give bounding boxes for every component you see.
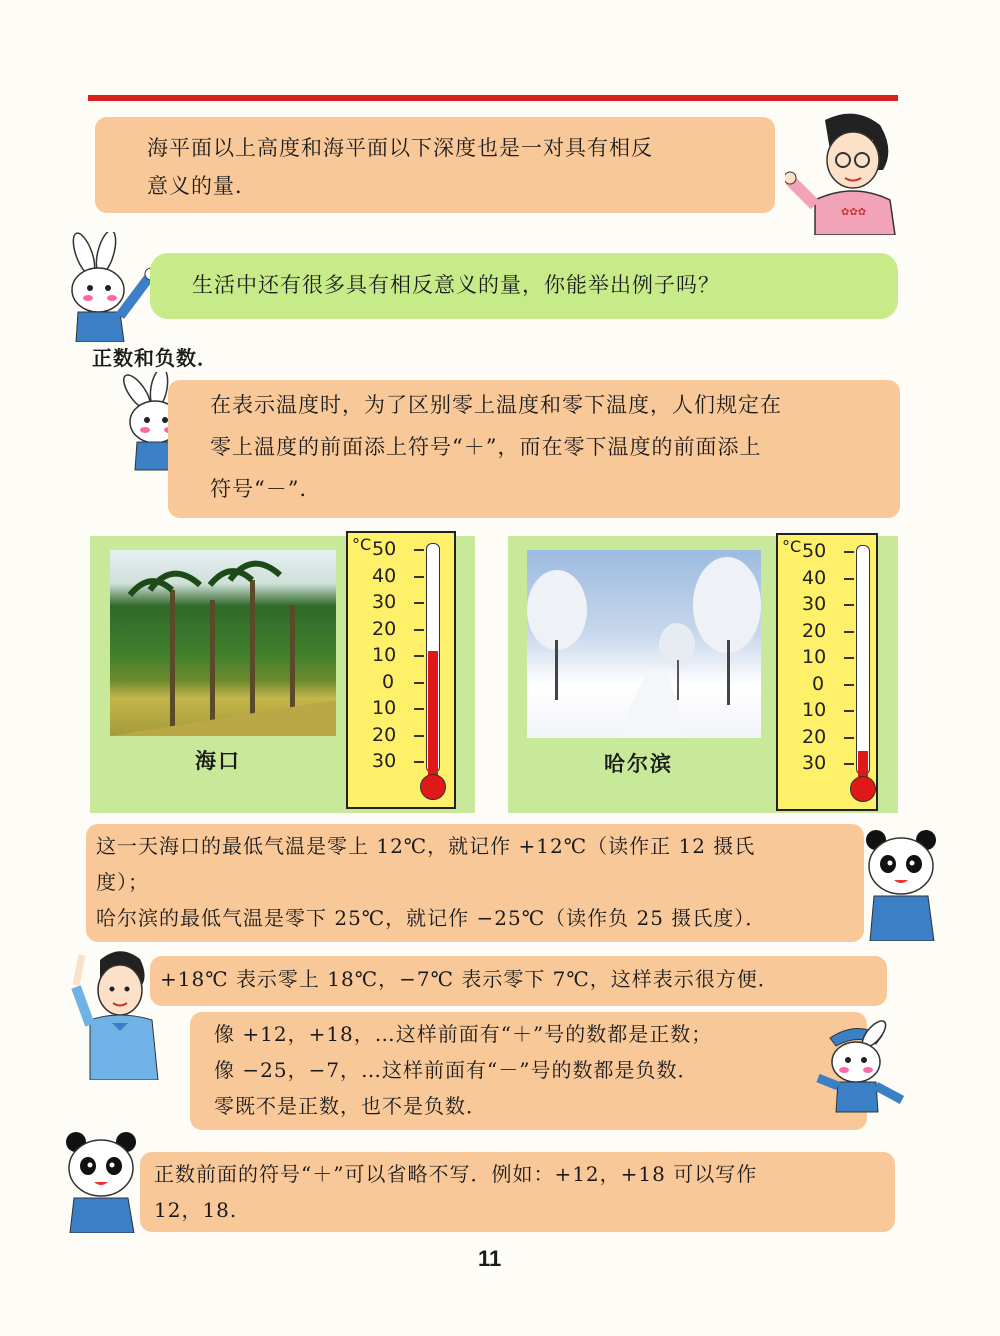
thermometer-tick-label: 20 bbox=[372, 723, 397, 746]
thermometer-tick-label: 50 bbox=[802, 540, 827, 562]
thermometer-tick-mark bbox=[414, 655, 424, 657]
harbin-snow-photo bbox=[527, 550, 761, 738]
thermometer-mercury bbox=[428, 651, 438, 782]
thermometer-tick-label: 10 bbox=[802, 646, 827, 668]
thermometer-tube bbox=[856, 545, 870, 775]
thermometer-tick-label: 10 bbox=[802, 699, 827, 721]
thermometer-tick-mark bbox=[844, 551, 854, 553]
thermometer-tick-label: 10 bbox=[372, 644, 397, 666]
thermometer-bulb bbox=[420, 774, 446, 800]
text-line: 哈尔滨的最低气温是零下 25℃，就记作 −25℃（读作负 25 摄氏度）． bbox=[96, 906, 767, 930]
thermometer-tick-label: 40 bbox=[372, 564, 397, 587]
text-line: 正数前面的符号“＋”可以省略不写．例如：+12，+18 可以写作 bbox=[154, 1162, 758, 1186]
thermometer-tick-label: 0 bbox=[812, 672, 825, 695]
celsius-unit-label: °C bbox=[352, 535, 372, 554]
girl-character-illustration bbox=[785, 110, 905, 235]
thermometer-tick-mark bbox=[414, 602, 424, 604]
thermometer-tick-label: 30 bbox=[372, 591, 397, 613]
thermometer-tick-label: 20 bbox=[802, 619, 827, 642]
svg-text:✿✿✿: ✿✿✿ bbox=[841, 207, 867, 218]
thermometer-tick-mark bbox=[414, 549, 424, 551]
positive-negative-definition-box bbox=[190, 1012, 867, 1130]
thermometer-tick-label: 0 bbox=[382, 670, 395, 693]
question-box bbox=[150, 253, 898, 319]
text-line: 海平面以上高度和海平面以下深度也是一对具有相反 bbox=[147, 136, 653, 160]
thermometer-tick-label: 30 bbox=[802, 752, 827, 774]
thermometer-tick-label: 30 bbox=[372, 750, 397, 772]
thermometer-tick-mark bbox=[414, 735, 424, 737]
text-line: 像 +12，+18，…这样前面有“＋”号的数都是正数； bbox=[214, 1022, 713, 1046]
section-heading: 正数和负数． bbox=[92, 346, 218, 370]
temperature-sign-rule-box bbox=[168, 380, 900, 518]
temperature-example-box bbox=[86, 824, 864, 942]
text-line: 在表示温度时，为了区别零上温度和零下温度，人们规定在 bbox=[210, 393, 782, 417]
page-number: 11 bbox=[478, 1246, 502, 1271]
question-text: 生活中还有很多具有相反意义的量，你能举出例子吗？ bbox=[192, 273, 720, 297]
text-line: 度）； bbox=[96, 870, 149, 894]
notation-convenience-box bbox=[150, 956, 887, 1006]
panda-character-illustration bbox=[58, 1128, 153, 1233]
thermometer-tick-mark bbox=[844, 604, 854, 606]
thermometer-tick-label: 40 bbox=[802, 566, 827, 589]
haikou-caption: 海口 bbox=[195, 748, 241, 773]
harbin-thermometer bbox=[776, 533, 878, 811]
thermometer-tick-mark bbox=[414, 629, 424, 631]
text-line: 12，18. bbox=[154, 1198, 238, 1222]
thermometer-tick-mark bbox=[844, 578, 854, 580]
thermometer-tick-label: 20 bbox=[802, 725, 827, 748]
celsius-unit-label: °C bbox=[782, 537, 802, 556]
text-line: +18℃ 表示零上 18℃，−7℃ 表示零下 7℃，这样表示很方便． bbox=[160, 967, 779, 991]
text-line: 像 −25，−7，…这样前面有“－”号的数都是负数． bbox=[214, 1058, 699, 1082]
thermometer-tick-label: 50 bbox=[372, 538, 397, 560]
omit-plus-sign-box bbox=[140, 1152, 895, 1232]
thermometer-tick-mark bbox=[414, 761, 424, 763]
thermometer-tick-mark bbox=[844, 657, 854, 659]
statement-box-altitude bbox=[95, 117, 775, 213]
text-line: 符号“－”． bbox=[210, 477, 322, 501]
thermometer-tick-mark bbox=[844, 710, 854, 712]
rabbit-character-illustration bbox=[812, 1020, 912, 1115]
thermometer-tick-mark bbox=[844, 684, 854, 686]
haikou-thermometer bbox=[346, 531, 456, 809]
text-line: 意义的量． bbox=[147, 174, 257, 198]
rabbit-character-illustration bbox=[58, 232, 158, 342]
harbin-caption: 哈尔滨 bbox=[604, 751, 673, 776]
panda-character-illustration bbox=[860, 826, 950, 941]
text-line: 零既不是正数，也不是负数． bbox=[214, 1094, 487, 1118]
haikou-palm-tree-photo bbox=[110, 550, 336, 736]
text-line: 零上温度的前面添上符号“＋”，而在零下温度的前面添上 bbox=[210, 435, 762, 459]
thermometer-tick-mark bbox=[844, 631, 854, 633]
text-line: 这一天海口的最低气温是零上 12℃，就记作 +12℃（读作正 12 摄氏 bbox=[96, 834, 756, 858]
thermometer-tick-mark bbox=[414, 682, 424, 684]
thermometer-tick-label: 20 bbox=[372, 617, 397, 640]
top-red-rule bbox=[88, 95, 898, 101]
thermometer-tick-mark bbox=[414, 576, 424, 578]
thermometer-tick-mark bbox=[414, 708, 424, 710]
thermometer-tick-mark bbox=[844, 763, 854, 765]
thermometer-tick-label: 10 bbox=[372, 697, 397, 719]
thermometer-tick-label: 30 bbox=[802, 593, 827, 615]
thermometer-tick-mark bbox=[844, 737, 854, 739]
thermometer-bulb bbox=[850, 776, 876, 802]
